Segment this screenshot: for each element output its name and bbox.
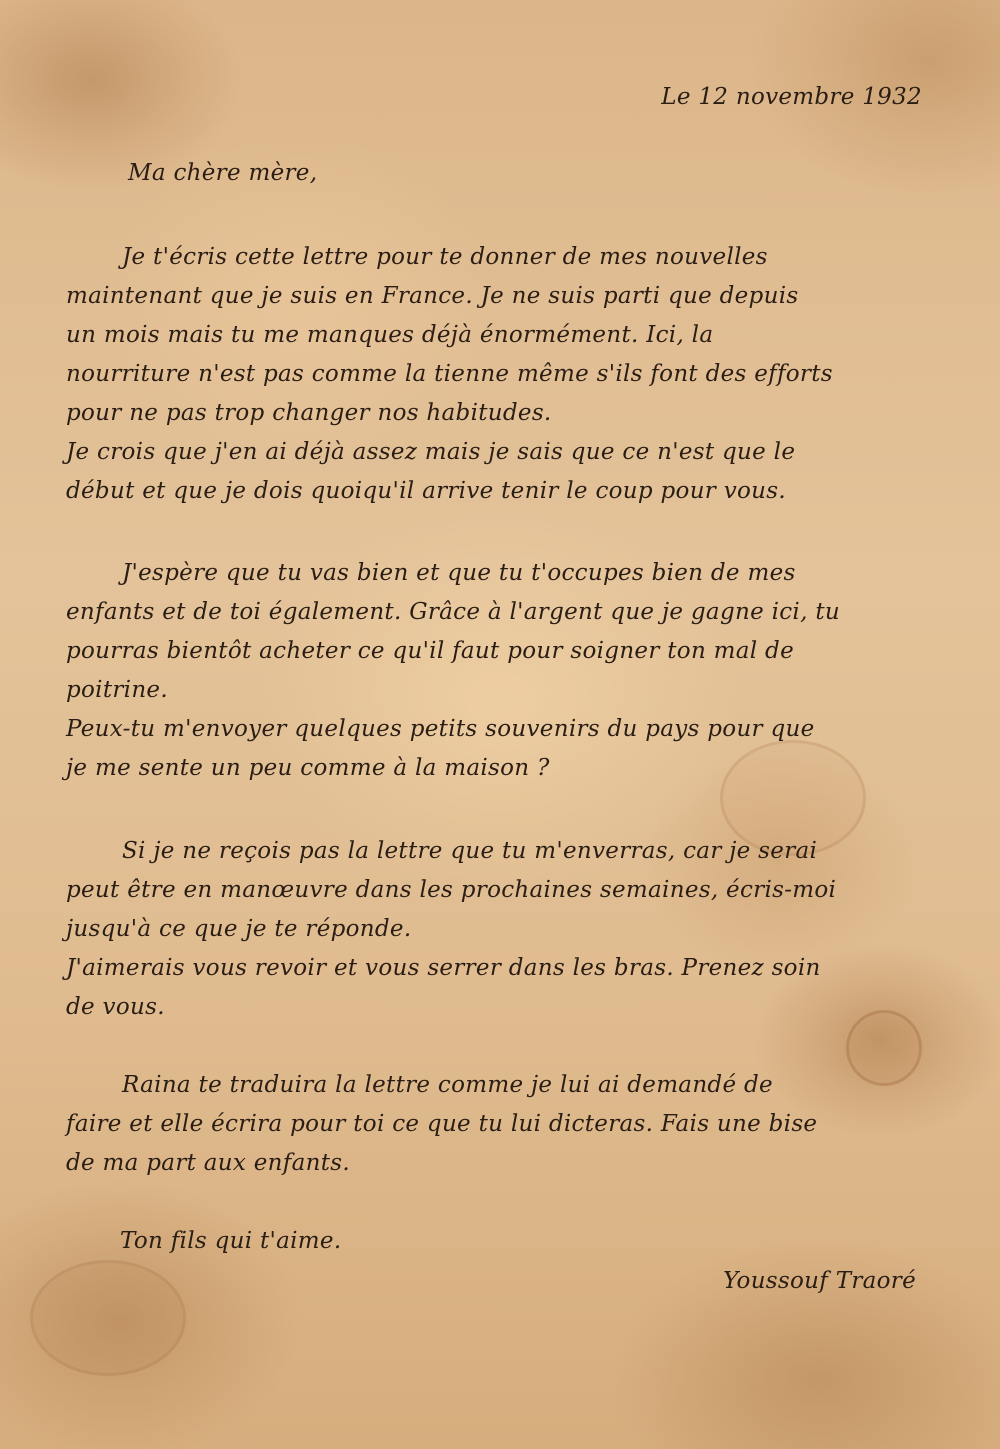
paragraph-line: Je t'écris cette lettre pour te donner de mes nouvelles	[122, 244, 768, 270]
paragraph-line: Si je ne reçois pas la lettre que tu m'enverras, car je serai	[122, 838, 818, 864]
paragraph	[66, 238, 926, 511]
paragraph-line: Je crois que j'en ai déjà assez mais je sais que ce n'est que le	[66, 439, 796, 465]
paragraph	[66, 1066, 926, 1183]
letter-date: Le 12 novembre 1932	[661, 84, 922, 110]
paragraph-line: enfants et de toi également. Grâce à l'argent que je gagne ici, tu	[66, 599, 840, 625]
paragraph	[66, 832, 926, 1027]
letter-closing: Ton fils qui t'aime.	[120, 1228, 342, 1254]
paragraph-line: nourriture n'est pas comme la tienne même s'ils font des efforts	[66, 361, 833, 387]
paragraph-line: poitrine.	[66, 677, 168, 703]
paragraph-line: de ma part aux enfants.	[66, 1150, 350, 1176]
paragraph-line: Peux-tu m'envoyer quelques petits souvenirs du pays pour que	[66, 716, 815, 742]
letter-salutation: Ma chère mère,	[128, 160, 318, 186]
paragraph-line: Raina te traduira la lettre comme je lui ai demandé de	[122, 1072, 773, 1098]
paragraph-line: de vous.	[66, 994, 165, 1020]
paragraph-line: un mois mais tu me manques déjà énormément. Ici, la	[66, 322, 714, 348]
paragraph-line: début et que je dois quoiqu'il arrive tenir le coup pour vous.	[66, 478, 786, 504]
paragraph-line: maintenant que je suis en France. Je ne suis parti que depuis	[66, 283, 799, 309]
paragraph	[66, 554, 926, 788]
letter-signature: Youssouf Traoré	[723, 1268, 916, 1294]
paragraph-line: faire et elle écrira pour toi ce que tu lui dicteras. Fais une bise	[66, 1111, 818, 1137]
paragraph-line: peut être en manœuvre dans les prochaines semaines, écris-moi	[66, 877, 837, 903]
paragraph-line: jusqu'à ce que je te réponde.	[66, 916, 412, 942]
paragraph-line: je me sente un peu comme à la maison ?	[66, 755, 550, 781]
paragraph-line: J'espère que tu vas bien et que tu t'occupes bien de mes	[122, 560, 796, 586]
paragraph-line: J'aimerais vous revoir et vous serrer dans les bras. Prenez soin	[66, 955, 821, 981]
paragraph-line: pourras bientôt acheter ce qu'il faut pour soigner ton mal de	[66, 638, 794, 664]
paragraph-line: pour ne pas trop changer nos habitudes.	[66, 400, 552, 426]
